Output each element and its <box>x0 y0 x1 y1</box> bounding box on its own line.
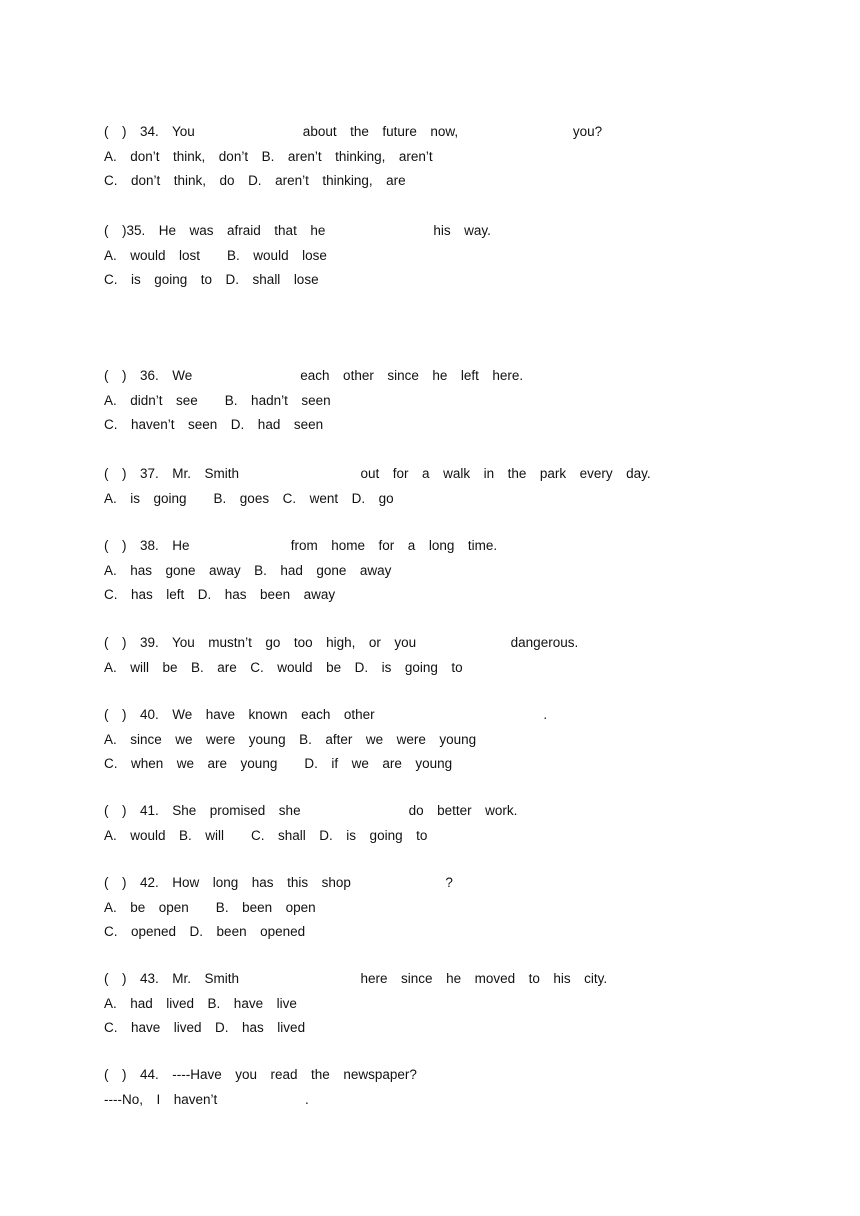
answer-options: A. didn’t see B. hadn’t seen <box>104 392 331 408</box>
answer-options: A. had lived B. have live <box>104 995 297 1011</box>
answer-options: C. haven’t seen D. had seen <box>104 417 324 432</box>
answer-options: C. don’t think, do D. aren’t thinking, are <box>104 173 406 188</box>
answer-options: A. be open B. been open <box>104 899 316 915</box>
answer-options: C. is going to D. shall lose <box>104 272 319 287</box>
question-40 <box>104 703 804 777</box>
answer-options: A. will be B. are C. would be D. is going to <box>104 659 463 675</box>
question-43 <box>104 967 804 1041</box>
answer-options: C. has left D. has been away <box>104 587 336 602</box>
question-stem: ( ) 34. You about the future now, you? <box>104 124 603 139</box>
answer-options: C. when we are young D. if we are young <box>104 756 453 771</box>
question-44 <box>104 1063 804 1112</box>
question-stem: ( ) 36. We each other since he left here. <box>104 368 524 383</box>
question-stem: ( )35. He was afraid that he his way. <box>104 223 491 238</box>
question-stem: ( ) 40. We have known each other . <box>104 707 548 722</box>
question-stem: ( ) 38. He from home for a long time. <box>104 538 498 553</box>
answer-options: A. would lost B. would lose <box>104 247 327 263</box>
answer-options: A. is going B. goes C. went D. go <box>104 490 394 506</box>
question-39 <box>104 631 804 680</box>
question-stem: ( ) 39. You mustn’t go too high, or you dangerous. <box>104 635 579 650</box>
answer-options: C. opened D. been opened <box>104 924 306 939</box>
answer-options: C. have lived D. has lived <box>104 1020 306 1035</box>
answer-options: A. would B. will C. shall D. is going to <box>104 827 428 843</box>
answer-options: A. since we were young B. after we were young <box>104 731 477 747</box>
question-stem: ( ) 44. ----Have you read the newspaper? <box>104 1067 417 1082</box>
question-41 <box>104 799 804 848</box>
question-stem: ( ) 41. She promised she do better work. <box>104 803 518 818</box>
answer-options: A. has gone away B. had gone away <box>104 562 392 578</box>
question-38 <box>104 534 804 608</box>
question-35 <box>104 219 804 293</box>
question-42 <box>104 871 804 945</box>
question-36 <box>104 364 804 438</box>
answer-options: A. don’t think, don’t B. aren’t thinking, aren’t <box>104 148 433 164</box>
question-stem: ( ) 43. Mr. Smith here since he moved to his city. <box>104 971 608 986</box>
dialogue-line: ----No, I haven’t . <box>104 1091 309 1107</box>
question-34 <box>104 120 804 194</box>
question-37 <box>104 462 804 511</box>
question-stem: ( ) 37. Mr. Smith out for a walk in the park every day. <box>104 466 651 481</box>
question-stem: ( ) 42. How long has this shop ? <box>104 875 453 890</box>
